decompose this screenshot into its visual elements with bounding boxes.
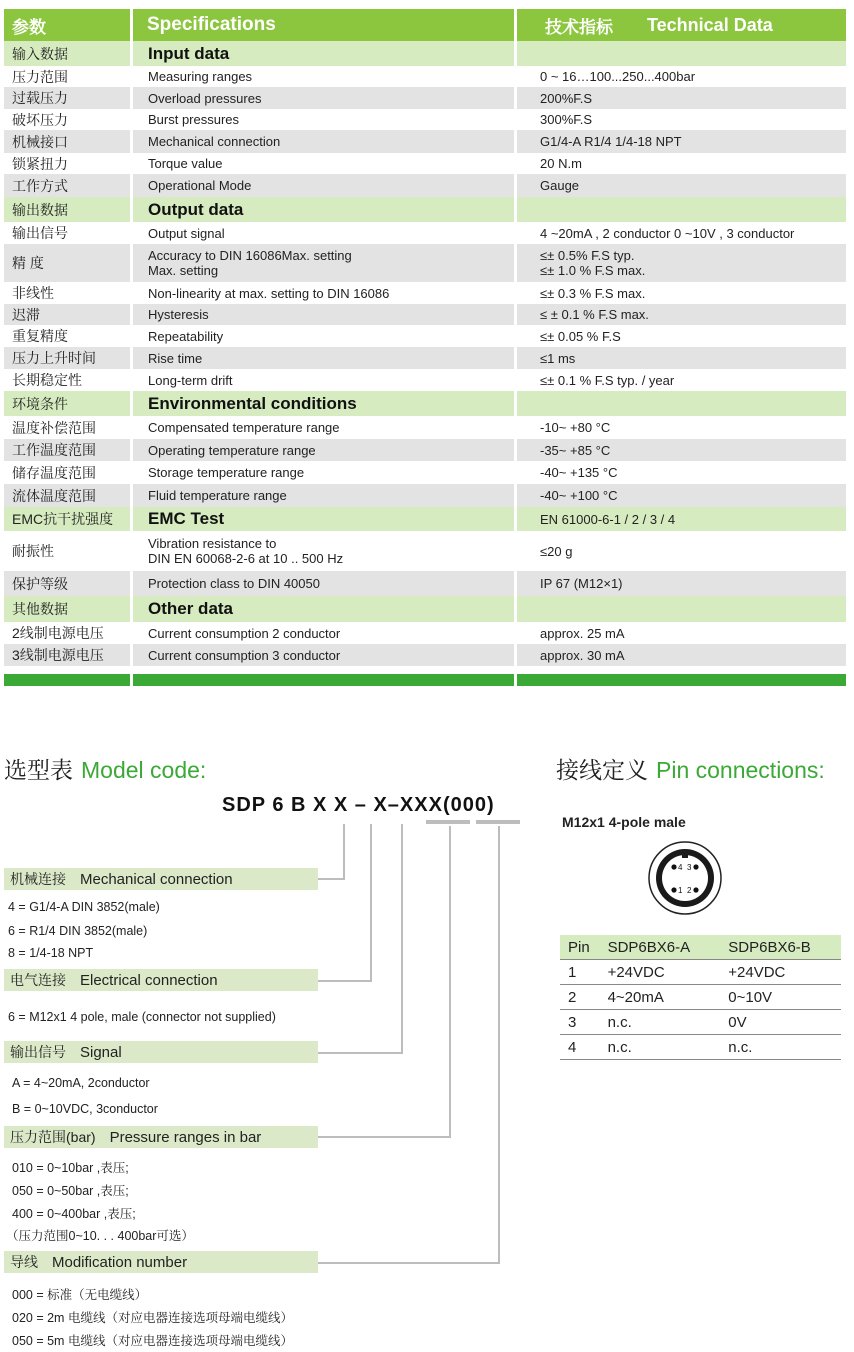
- pin-cell: 4: [560, 1035, 600, 1060]
- spec-param-cn: [4, 222, 130, 244]
- connector-line: [318, 980, 372, 982]
- spec-value-text: -35~ +85 °C: [540, 442, 611, 458]
- spec-param-en: [133, 461, 514, 484]
- group-label-cn: 输出信号: [10, 1044, 66, 1060]
- spec-value: [517, 174, 846, 197]
- spec-value-text: ≤20 g: [540, 543, 573, 559]
- spec-param-cn: [4, 531, 130, 571]
- pin-label-4: 4: [678, 863, 683, 872]
- option: 6 = R1/4 DIN 3852(male): [8, 924, 148, 938]
- connector-line: [498, 826, 500, 1264]
- group-label-cn: 导线: [10, 1254, 38, 1270]
- spec-param-cn: [4, 282, 130, 304]
- connector-line: [318, 1262, 500, 1264]
- spec-value-text: -40~ +100 °C: [540, 488, 618, 503]
- spec-param-cn-text: 非线性: [12, 285, 54, 301]
- spec-param-cn: [4, 461, 130, 484]
- spec-value-text: ≤± 1.0 % F.S max.: [540, 263, 646, 278]
- spec-param-en: [133, 347, 514, 369]
- pin-header: SDP6BX6-A: [600, 935, 721, 960]
- connector-line: [401, 824, 403, 1054]
- spec-param-cn-text: 破坏压力: [12, 111, 68, 128]
- model-code-title: [4, 752, 206, 785]
- spec-value: [517, 153, 846, 174]
- pin-row: [560, 1035, 841, 1060]
- spec-value: [517, 507, 846, 531]
- connector-line: [370, 824, 372, 982]
- spec-row: [4, 222, 846, 244]
- option: 6 = M12x1 4 pole, male (connector not supplied): [8, 1010, 276, 1024]
- spec-value: [517, 439, 846, 461]
- spec-param-en: [133, 41, 514, 66]
- spec-param-en-text: Torque value: [148, 156, 223, 171]
- spec-param-cn: [4, 622, 130, 644]
- code-underline-range: [426, 820, 470, 824]
- spec-rows: [4, 41, 846, 666]
- model-code-string: SDP 6 B X X – X–XXX(000): [222, 794, 495, 816]
- spec-param-cn-text: 储存温度范围: [12, 464, 96, 481]
- spec-value: [517, 130, 846, 153]
- spec-param-cn: [4, 369, 130, 391]
- pin-cell: 2: [560, 985, 600, 1010]
- spec-param-en-text: Current consumption 3 conductor: [148, 647, 341, 663]
- spec-param-cn-text: 3线制电源电压: [12, 647, 104, 663]
- spec-value: [517, 369, 846, 391]
- spec-param-cn: [4, 197, 130, 222]
- spec-row: [4, 622, 846, 644]
- spec-param-en-text: Accuracy to DIN 16086Max. setting: [148, 248, 352, 263]
- spec-value: [517, 197, 846, 222]
- spec-value-text: ≤± 0.3 % F.S max.: [540, 285, 646, 301]
- spec-param-cn: [4, 571, 130, 596]
- pin-cell: 0V: [720, 1010, 841, 1035]
- spec-section-row: [4, 596, 846, 622]
- header-technical-data-cn: 技术指标: [545, 17, 613, 37]
- spec-value: [517, 282, 846, 304]
- spec-value-text: approx. 25 mA: [540, 625, 625, 641]
- spec-value: [517, 571, 846, 596]
- spec-row: [4, 531, 846, 571]
- pin-cell: n.c.: [600, 1035, 721, 1060]
- connector-line: [318, 878, 345, 880]
- pin-row: [560, 960, 841, 985]
- spec-param-en-text: Current consumption 2 conductor: [148, 625, 341, 641]
- spec-param-en: [133, 174, 514, 197]
- spec-param-cn-text: 压力范围: [12, 68, 68, 85]
- spec-value: [517, 416, 846, 439]
- spec-param-en: [133, 304, 514, 325]
- spec-row: [4, 282, 846, 304]
- spec-param-en: [133, 325, 514, 347]
- spec-param-en: [133, 369, 514, 391]
- spec-param-cn: [4, 391, 130, 416]
- spec-param-cn-text: EMC抗干扰强度: [12, 511, 114, 527]
- spec-value: [517, 244, 846, 282]
- spec-param-cn-text: 输出信号: [12, 225, 68, 241]
- spec-param-cn: [4, 41, 130, 66]
- pin-cell: n.c.: [720, 1035, 841, 1060]
- spec-value-text: -10~ +80 °C: [540, 420, 611, 435]
- spec-param-cn-text: 保护等级: [12, 575, 68, 592]
- header-param: 参数: [4, 9, 130, 41]
- spec-param-en: [133, 109, 514, 130]
- spec-value-text: approx. 30 mA: [540, 647, 625, 663]
- spec-param-en: [133, 391, 514, 416]
- spec-row: [4, 304, 846, 325]
- connector-line: [318, 1136, 451, 1138]
- spec-value: [517, 347, 846, 369]
- spec-param-en-text: Non-linearity at max. setting to DIN 16086: [148, 285, 390, 301]
- spec-param-cn: [4, 507, 130, 531]
- spec-param-en: [133, 416, 514, 439]
- spec-param-en: [133, 596, 514, 622]
- spec-param-en: [133, 222, 514, 244]
- connector-line: [449, 826, 451, 1138]
- spec-param-cn-text: 工作温度范围: [12, 442, 96, 458]
- spec-param-en-text: Compensated temperature range: [148, 420, 340, 435]
- spec-param-en-text: Max. setting: [148, 263, 219, 278]
- pin-cell: 1: [560, 960, 600, 985]
- spec-param-cn-text: 2线制电源电压: [12, 625, 104, 641]
- spec-row: [4, 174, 846, 197]
- spec-table: [4, 9, 846, 686]
- option: B = 0~10VDC, 3conductor: [12, 1102, 158, 1116]
- spec-value: [517, 66, 846, 87]
- spec-param-cn: [4, 304, 130, 325]
- spec-param-en-text: Repeatability: [148, 328, 224, 344]
- code-underline-mod: [476, 820, 520, 824]
- spec-param-cn: [4, 174, 130, 197]
- spec-value-text: 20 N.m: [540, 156, 582, 171]
- spec-value: [517, 391, 846, 416]
- spec-value-text: 300%F.S: [540, 112, 593, 127]
- spec-param-en-text: Environmental conditions: [148, 393, 357, 413]
- spec-param-en-text: Fluid temperature range: [148, 488, 287, 503]
- spec-param-cn-text: 锁紧扭力: [12, 155, 68, 172]
- spec-param-en: [133, 571, 514, 596]
- spec-param-en: [133, 484, 514, 507]
- spec-param-en-text: Long-term drift: [148, 372, 233, 388]
- spec-value-text: G1/4-A R1/4 1/4-18 NPT: [540, 134, 682, 149]
- spec-param-en-text: Vibration resistance to: [148, 536, 277, 551]
- spec-value: [517, 461, 846, 484]
- spec-row: [4, 571, 846, 596]
- spec-value: [517, 622, 846, 644]
- spec-param-cn-text: 机械接口: [12, 133, 68, 150]
- spec-section-row: [4, 391, 846, 416]
- spec-section-row: [4, 507, 846, 531]
- spec-row: [4, 244, 846, 282]
- spec-param-cn: [4, 347, 130, 369]
- spec-row: [4, 87, 846, 109]
- spec-param-en-text: Overload pressures: [148, 90, 262, 106]
- spec-row: [4, 153, 846, 174]
- spec-param-en-text: Output signal: [148, 225, 225, 241]
- spec-row: [4, 325, 846, 347]
- header-specifications: Specifications: [133, 9, 514, 41]
- spec-header: [4, 9, 846, 41]
- group-mechanical-connection: [4, 868, 318, 890]
- option: 400 = 0~400bar ,表压;: [12, 1207, 136, 1221]
- spec-value-text: -40~ +135 °C: [540, 465, 618, 480]
- spec-param-cn-text: 过载压力: [12, 90, 68, 106]
- spec-row: [4, 369, 846, 391]
- spec-param-cn-text: 其他数据: [12, 601, 68, 617]
- spec-value-text: ≤ ± 0.1 % F.S max.: [540, 307, 649, 322]
- spec-param-cn: [4, 87, 130, 109]
- option: 050 = 0~50bar ,表压;: [12, 1184, 129, 1198]
- spec-param-en: [133, 87, 514, 109]
- pin-table-header: [560, 935, 841, 960]
- spec-param-en-text: Rise time: [148, 350, 203, 366]
- spec-row: [4, 644, 846, 666]
- spec-param-en: [133, 439, 514, 461]
- spec-value: [517, 87, 846, 109]
- pin-row: [560, 985, 841, 1010]
- spec-param-en-text: Burst pressures: [148, 112, 240, 127]
- footer-bar-1: [4, 674, 130, 686]
- group-label-cn: 压力范围(bar): [10, 1129, 96, 1145]
- group-pressure-ranges: [4, 1126, 318, 1148]
- pin-cell: n.c.: [600, 1010, 721, 1035]
- spec-row: [4, 130, 846, 153]
- pin-cell: +24VDC: [720, 960, 841, 985]
- group-label-en: Electrical connection: [80, 971, 218, 989]
- spec-value: [517, 304, 846, 325]
- spec-row: [4, 439, 846, 461]
- spec-param-cn-text: 输入数据: [12, 45, 68, 62]
- spec-param-cn-text: 环境条件: [12, 395, 68, 412]
- option: 8 = 1/4-18 NPT: [8, 946, 94, 960]
- option: 020 = 2m 电缆线（对应电器连接选项母端电缆线）: [12, 1311, 293, 1325]
- spec-param-en-text: Operating temperature range: [148, 442, 316, 458]
- pin-label-1: 1: [678, 886, 683, 895]
- spec-value: [517, 596, 846, 622]
- spec-param-cn: [4, 416, 130, 439]
- spec-param-cn-text: 长期稳定性: [12, 372, 82, 388]
- spec-param-en-text: Hysteresis: [148, 307, 209, 322]
- spec-param-en-text: Input data: [148, 43, 230, 63]
- spec-value-text: 200%F.S: [540, 90, 593, 106]
- spec-param-en: [133, 153, 514, 174]
- pin-cell: 3: [560, 1010, 600, 1035]
- spec-value-text: ≤± 0.5% F.S typ.: [540, 248, 635, 263]
- spec-value: [517, 41, 846, 66]
- spec-row: [4, 416, 846, 439]
- option: A = 4~20mA, 2conductor: [12, 1076, 150, 1090]
- spec-param-cn: [4, 439, 130, 461]
- pin-title-cn: 接线定义: [556, 757, 648, 783]
- spec-value-text: ≤± 0.05 % F.S: [540, 328, 621, 344]
- spec-value: [517, 325, 846, 347]
- option: 000 = 标准（无电缆线）: [12, 1288, 148, 1302]
- group-label-en: Signal: [80, 1043, 122, 1061]
- spec-value: [517, 222, 846, 244]
- spec-param-en-text: Storage temperature range: [148, 465, 305, 480]
- spec-param-en: [133, 197, 514, 222]
- pin-header: Pin: [560, 935, 600, 960]
- m12-connector-icon: [647, 838, 723, 918]
- option: 010 = 0~10bar ,表压;: [12, 1161, 129, 1175]
- pin-label-3: 3: [687, 863, 692, 872]
- spec-param-en-text: Output data: [148, 199, 244, 219]
- spec-param-en-text: EMC Test: [148, 509, 225, 528]
- spec-section-row: [4, 41, 846, 66]
- header-technical-data: [517, 9, 846, 41]
- spec-value-text: EN 61000-6-1 / 2 / 3 / 4: [540, 511, 676, 527]
- group-label-cn: 机械连接: [10, 871, 66, 887]
- option: 4 = G1/4-A DIN 3852(male): [8, 900, 160, 914]
- group-modification-number: [4, 1251, 318, 1273]
- spec-value-text: 0 ~ 16…100...250...400bar: [540, 69, 696, 84]
- connector-line: [318, 1052, 403, 1054]
- spec-param-en: [133, 282, 514, 304]
- spec-param-en-text: Measuring ranges: [148, 69, 253, 84]
- group-label-en: Modification number: [52, 1253, 188, 1271]
- spec-row: [4, 484, 846, 507]
- spec-value: [517, 644, 846, 666]
- spec-value: [517, 484, 846, 507]
- spec-value-text: 4 ~20mA , 2 conductor 0 ~10V , 3 conductor: [540, 225, 795, 241]
- spec-row: [4, 461, 846, 484]
- spec-value: [517, 531, 846, 571]
- spec-param-cn-text: 输出数据: [12, 201, 68, 218]
- footer-bar-3: [517, 674, 846, 686]
- footer-bar-2: [133, 674, 514, 686]
- spec-param-cn-text: 温度补偿范围: [12, 419, 96, 436]
- header-technical-data-en: Technical Data: [647, 14, 773, 35]
- group-signal: [4, 1041, 318, 1063]
- model-code-title-en: Model code:: [81, 757, 207, 783]
- pin-cell: +24VDC: [600, 960, 721, 985]
- spec-param-cn: [4, 325, 130, 347]
- spec-row: [4, 347, 846, 369]
- spec-param-en-text: Protection class to DIN 40050: [148, 576, 320, 591]
- pin-connections-title: [556, 752, 825, 785]
- spec-param-cn-text: 重复精度: [12, 328, 68, 344]
- spec-param-cn-text: 工作方式: [12, 177, 68, 194]
- spec-param-en: [133, 244, 514, 282]
- spec-param-cn-text: 精 度: [12, 255, 44, 271]
- spec-param-en-text: Mechanical connection: [148, 134, 281, 149]
- spec-section-row: [4, 197, 846, 222]
- spec-param-en: [133, 622, 514, 644]
- spec-param-cn: [4, 66, 130, 87]
- pin-row: [560, 1010, 841, 1035]
- spec-param-cn-text: 耐振性: [12, 543, 54, 559]
- spec-param-en: [133, 66, 514, 87]
- spec-param-cn-text: 压力上升时间: [12, 350, 96, 366]
- spec-value-text: Gauge: [540, 178, 580, 193]
- spec-param-cn: [4, 244, 130, 282]
- pin-table: [560, 935, 841, 1060]
- spec-param-en: [133, 507, 514, 531]
- spec-param-cn-text: 迟滞: [12, 306, 40, 323]
- spec-row: [4, 109, 846, 130]
- pin-title-en: Pin connections:: [656, 757, 825, 783]
- group-label-en: Mechanical connection: [80, 870, 233, 888]
- group-label-cn: 电气连接: [10, 972, 66, 988]
- spec-footer-bar: [4, 674, 846, 686]
- group-label-en: Pressure ranges in bar: [109, 1128, 262, 1146]
- spec-param-cn-text: 流体温度范围: [12, 487, 96, 504]
- pin-subtitle: M12x1 4-pole male: [562, 814, 686, 830]
- spec-param-en-text: Other data: [148, 599, 234, 618]
- pin-cell: 4~20mA: [600, 985, 721, 1010]
- spec-row: [4, 66, 846, 87]
- pin-label-2: 2: [687, 886, 692, 895]
- group-electrical-connection: [4, 969, 318, 991]
- spec-value-text: ≤1 ms: [540, 350, 576, 366]
- spec-param-en-text: Operational Mode: [148, 178, 252, 193]
- spec-value-text: IP 67 (M12×1): [540, 576, 623, 591]
- spec-param-cn: [4, 130, 130, 153]
- spec-param-en: [133, 644, 514, 666]
- option: （压力范围0~10. . . 400bar可选）: [6, 1229, 194, 1243]
- spec-param-cn: [4, 644, 130, 666]
- spec-param-en: [133, 531, 514, 571]
- spec-param-cn: [4, 596, 130, 622]
- option: 050 = 5m 电缆线（对应电器连接选项母端电缆线）: [12, 1334, 293, 1348]
- spec-param-cn: [4, 109, 130, 130]
- spec-value-text: ≤± 0.1 % F.S typ. / year: [540, 372, 675, 388]
- spec-param-cn: [4, 484, 130, 507]
- spec-param-cn: [4, 153, 130, 174]
- model-code-title-cn: 选型表: [4, 757, 73, 783]
- spec-param-en: [133, 130, 514, 153]
- spec-param-en-text: DIN EN 60068-2-6 at 10 .. 500 Hz: [148, 551, 344, 566]
- spec-value: [517, 109, 846, 130]
- pin-header: SDP6BX6-B: [720, 935, 841, 960]
- pin-cell: 0~10V: [720, 985, 841, 1010]
- connector-line: [343, 824, 345, 880]
